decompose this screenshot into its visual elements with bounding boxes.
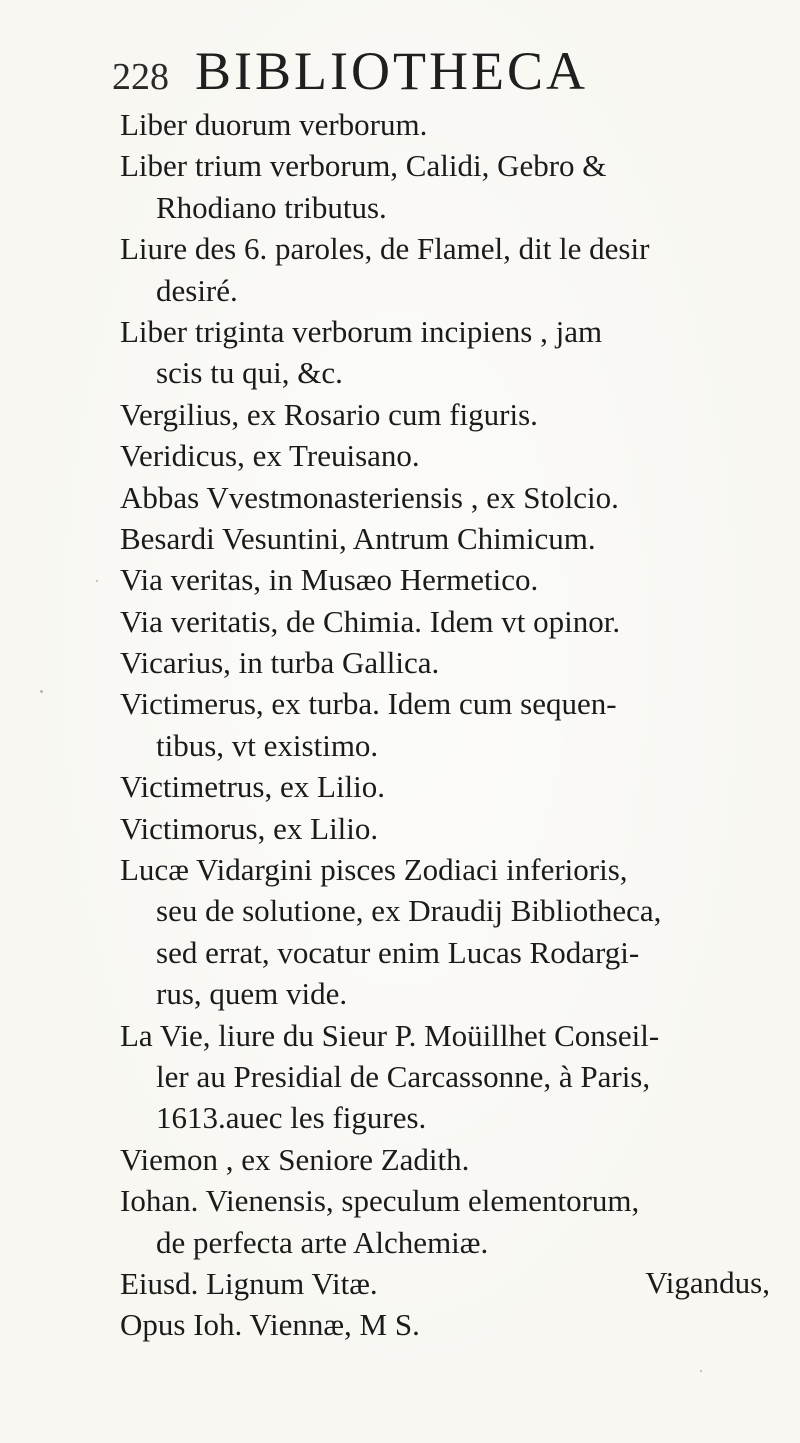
bibliography-entry [120, 766, 780, 807]
paper-speck [40, 690, 43, 693]
entry-line: Eiusd. Lignum Vitæ. [120, 1265, 378, 1301]
bibliography-entry [120, 1180, 780, 1263]
entry-continuation-line: tibus, vt existimo. [156, 727, 379, 763]
page-header [112, 40, 588, 100]
entry-line: Liure des 6. paroles, de Flamel, dit le desir [120, 231, 650, 267]
bibliography-entry [120, 849, 780, 1015]
entry-line: Via veritas, in Musæo Hermetico. [120, 562, 539, 598]
entry-continuation-line: desiré. [156, 272, 238, 308]
running-title: BIBLIOTHECA [195, 41, 588, 101]
bibliography-entry [120, 145, 780, 228]
entry-line: Besardi Vesuntini, Antrum Chimicum. [120, 520, 596, 556]
paper-speck [96, 580, 98, 582]
entry-line: Victimetrus, ex Lilio. [120, 769, 386, 805]
bibliography-entry [120, 1304, 780, 1345]
entry-continuation-line: rus, quem vide. [156, 976, 348, 1012]
bibliography-entry [120, 394, 780, 435]
entry-continuation-line: scis tu qui, &c. [156, 355, 343, 391]
bibliography-entry [120, 311, 780, 394]
entry-line: Victimorus, ex Lilio. [120, 810, 379, 846]
entry-line: Lucæ Vidargini pisces Zodiaci inferioris, [120, 852, 628, 888]
entry-line: Victimerus, ex turba. Idem cum sequen- [120, 686, 617, 722]
bibliography-entry [120, 435, 780, 476]
bibliography-entry [120, 518, 780, 559]
page-number: 228 [112, 56, 169, 98]
entry-line: Abbas Vvestmonasteriensis , ex Stolcio. [120, 479, 619, 515]
bibliography-entry [120, 642, 780, 683]
bibliography-entry [120, 1139, 780, 1180]
entry-line: Viemon , ex Seniore Zadith. [120, 1141, 470, 1177]
entry-line: Veridicus, ex Treuisano. [120, 438, 420, 474]
bibliography-entry [120, 1015, 780, 1139]
bibliography-entry [120, 683, 780, 766]
bibliography-entry [120, 477, 780, 518]
entry-line: Vergilius, ex Rosario cum figuris. [120, 396, 538, 432]
entry-continuation-line: seu de solutione, ex Draudij Bibliotheca, [156, 893, 662, 929]
bibliography-entries [120, 104, 780, 1346]
entry-continuation-line: de perfecta arte Alchemiæ. [156, 1224, 489, 1260]
bibliography-entry [120, 601, 780, 642]
paper-speck [700, 1370, 702, 1372]
entry-line: Liber trium verborum, Calidi, Gebro & [120, 148, 607, 184]
entry-line: Vicarius, in turba Gallica. [120, 645, 440, 681]
entry-continuation-line: Rhodiano tributus. [156, 189, 387, 225]
entry-continuation-line: ler au Presidial de Carcassonne, à Paris, [156, 1058, 651, 1094]
catchword: Vigandus, [645, 1265, 770, 1300]
entry-continuation-line: sed errat, vocatur enim Lucas Rodargi- [156, 934, 640, 970]
entry-line: Opus Ioh. Viennæ, M S. [120, 1307, 420, 1343]
entry-line: La Vie, liure du Sieur P. Moüillhet Conseil- [120, 1017, 660, 1053]
bibliography-entry [120, 559, 780, 600]
bibliography-entry [120, 104, 780, 145]
entry-line: Iohan. Vienensis, speculum elementorum, [120, 1183, 640, 1219]
bibliography-entry [120, 808, 780, 849]
bibliography-entry [120, 228, 780, 311]
entry-line: Liber triginta verborum incipiens , jam [120, 313, 603, 349]
entry-continuation-line: 1613.auec les figures. [156, 1100, 427, 1136]
entry-line: Via veritatis, de Chimia. Idem vt opinor. [120, 603, 621, 639]
entry-line: Liber duorum verborum. [120, 107, 428, 142]
